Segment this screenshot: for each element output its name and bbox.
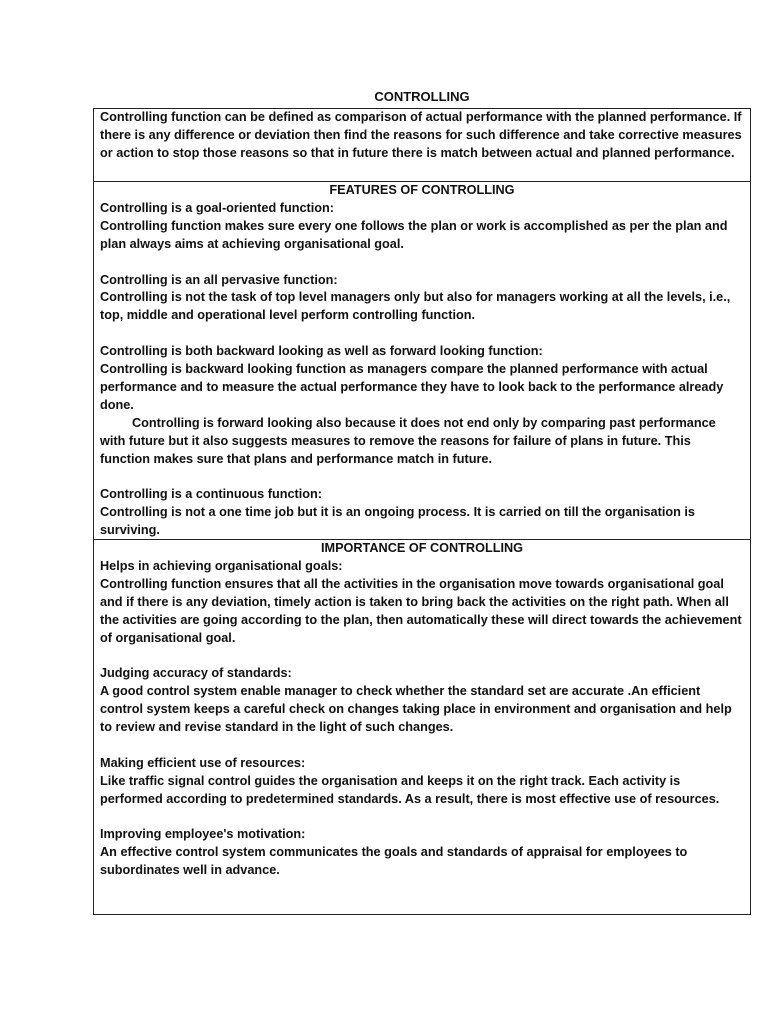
features-heading: FEATURES OF CONTROLLING — [329, 183, 515, 197]
importance-body: Controlling function ensures that all the activities in the organisation move towards organisational goal and if there is any deviation, timely action is taken to bring back the activities on the right path. When all the activities are going according to the plan, then automatically these will direct towards the achievement of organisational goal. — [100, 576, 742, 645]
feature-body-continued: Controlling is forward looking also because it does not end only by comparing past performance with future but it also suggests measures to remove the reasons for failure of plans in future. This function makes sure that plans and performance match in future. — [100, 415, 716, 466]
page-title: CONTROLLING — [374, 89, 470, 104]
content-table — [93, 108, 751, 915]
feature-title: Controlling is a continuous function: — [100, 487, 323, 502]
importance-title: Helps in achieving organisational goals: — [100, 558, 343, 573]
importance-title: Improving employee's motivation: — [100, 827, 306, 842]
feature-title: Controlling is an all pervasive function: — [100, 272, 338, 287]
feature-body: Controlling function makes sure every one follows the plan or work is accomplished as per the plan and plan always aims at achieving organisational goal. — [100, 218, 728, 251]
intro-cell — [94, 109, 750, 182]
intro-paragraph: Controlling function can be defined as comparison of actual performance with the planned performance. If there is any difference or deviation then find the reasons for such difference and take corrective measures or action to stop those reasons so that in future there is match between actual and planned performance. — [100, 110, 742, 160]
feature-title: Controlling is both backward looking as well as forward looking function: — [100, 344, 543, 359]
importance-title: Making efficient use of resources: — [100, 755, 306, 770]
importance-heading: IMPORTANCE OF CONTROLLING — [320, 541, 524, 555]
feature-body: Controlling is not the task of top level managers only but also for managers working at all the levels, i.e., top, middle and operational level perform controlling function. — [100, 290, 731, 323]
importance-cell — [94, 540, 750, 914]
importance-body: An effective control system communicates the goals and standards of appraisal for employees to subordinates well in advance. — [100, 845, 688, 878]
feature-title: Controlling is a goal-oriented function: — [100, 200, 335, 215]
importance-body: A good control system enable manager to check whether the standard set are accurate .An efficient control system keeps a careful check on changes taking place in environment and organisation and help to review and revise standard in the light of such changes. — [100, 684, 732, 735]
features-cell — [94, 182, 750, 540]
importance-title: Judging accuracy of standards: — [100, 666, 292, 681]
importance-body: Like traffic signal control guides the organisation and keeps it on the right track. Each activity is performed according to predetermined standards. As a result, there is most effective use of resources. — [100, 773, 720, 806]
feature-body: Controlling is backward looking function as managers compare the planned performance with actual performance and to measure the actual performance they have to look back to the performance already done. — [100, 362, 724, 412]
feature-body: Controlling is not a one time job but it is an ongoing process. It is carried on till the organisation is surviving. — [100, 505, 695, 538]
